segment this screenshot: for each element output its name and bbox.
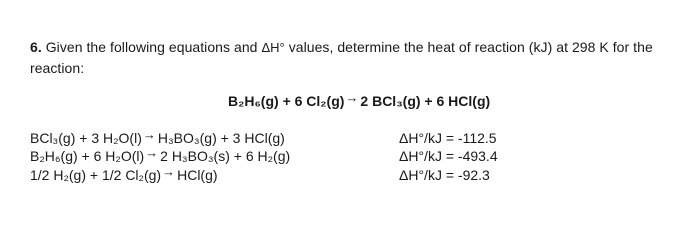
equation-reactants: B₂H₆(g) + 6 H₂O(l)	[30, 148, 145, 164]
delta-h-symbol: ΔH°	[261, 40, 285, 55]
equation-2	[30, 145, 291, 164]
arrow-icon: →	[162, 164, 176, 179]
question-text-before: Given the following equations and	[41, 39, 262, 55]
equation-products: HCl(g)	[177, 167, 218, 183]
question-number: 6.	[30, 39, 42, 55]
target-products: 2 BCl₃(g) + 6 HCl(g)	[360, 93, 491, 109]
equation-1	[30, 127, 285, 146]
equation-products: 2 H₃BO₃(s) + 6 H₂(g)	[160, 148, 291, 164]
delta-h-value-2: ΔH°/kJ = -493.4	[399, 148, 498, 164]
equation-reactants: BCl₃(g) + 3 H₂O(l)	[30, 130, 142, 146]
arrow-icon: →	[345, 90, 359, 105]
target-reaction	[228, 90, 491, 109]
target-reactants: B₂H₆(g) + 6 Cl₂(g)	[228, 93, 345, 109]
delta-h-value-3: ΔH°/kJ = -92.3	[399, 167, 490, 183]
question-text-after: values, determine the heat of reaction (kJ) at 298 K for the reaction:	[30, 39, 653, 76]
arrow-icon: →	[142, 127, 156, 142]
equation-products: H₃BO₃(g) + 3 HCl(g)	[157, 130, 285, 146]
equation-3	[30, 164, 218, 183]
delta-h-value-1: ΔH°/kJ = -112.5	[399, 130, 497, 146]
question-text	[30, 37, 660, 78]
equation-reactants: 1/2 H₂(g) + 1/2 Cl₂(g)	[30, 167, 162, 183]
arrow-icon: →	[145, 145, 159, 160]
